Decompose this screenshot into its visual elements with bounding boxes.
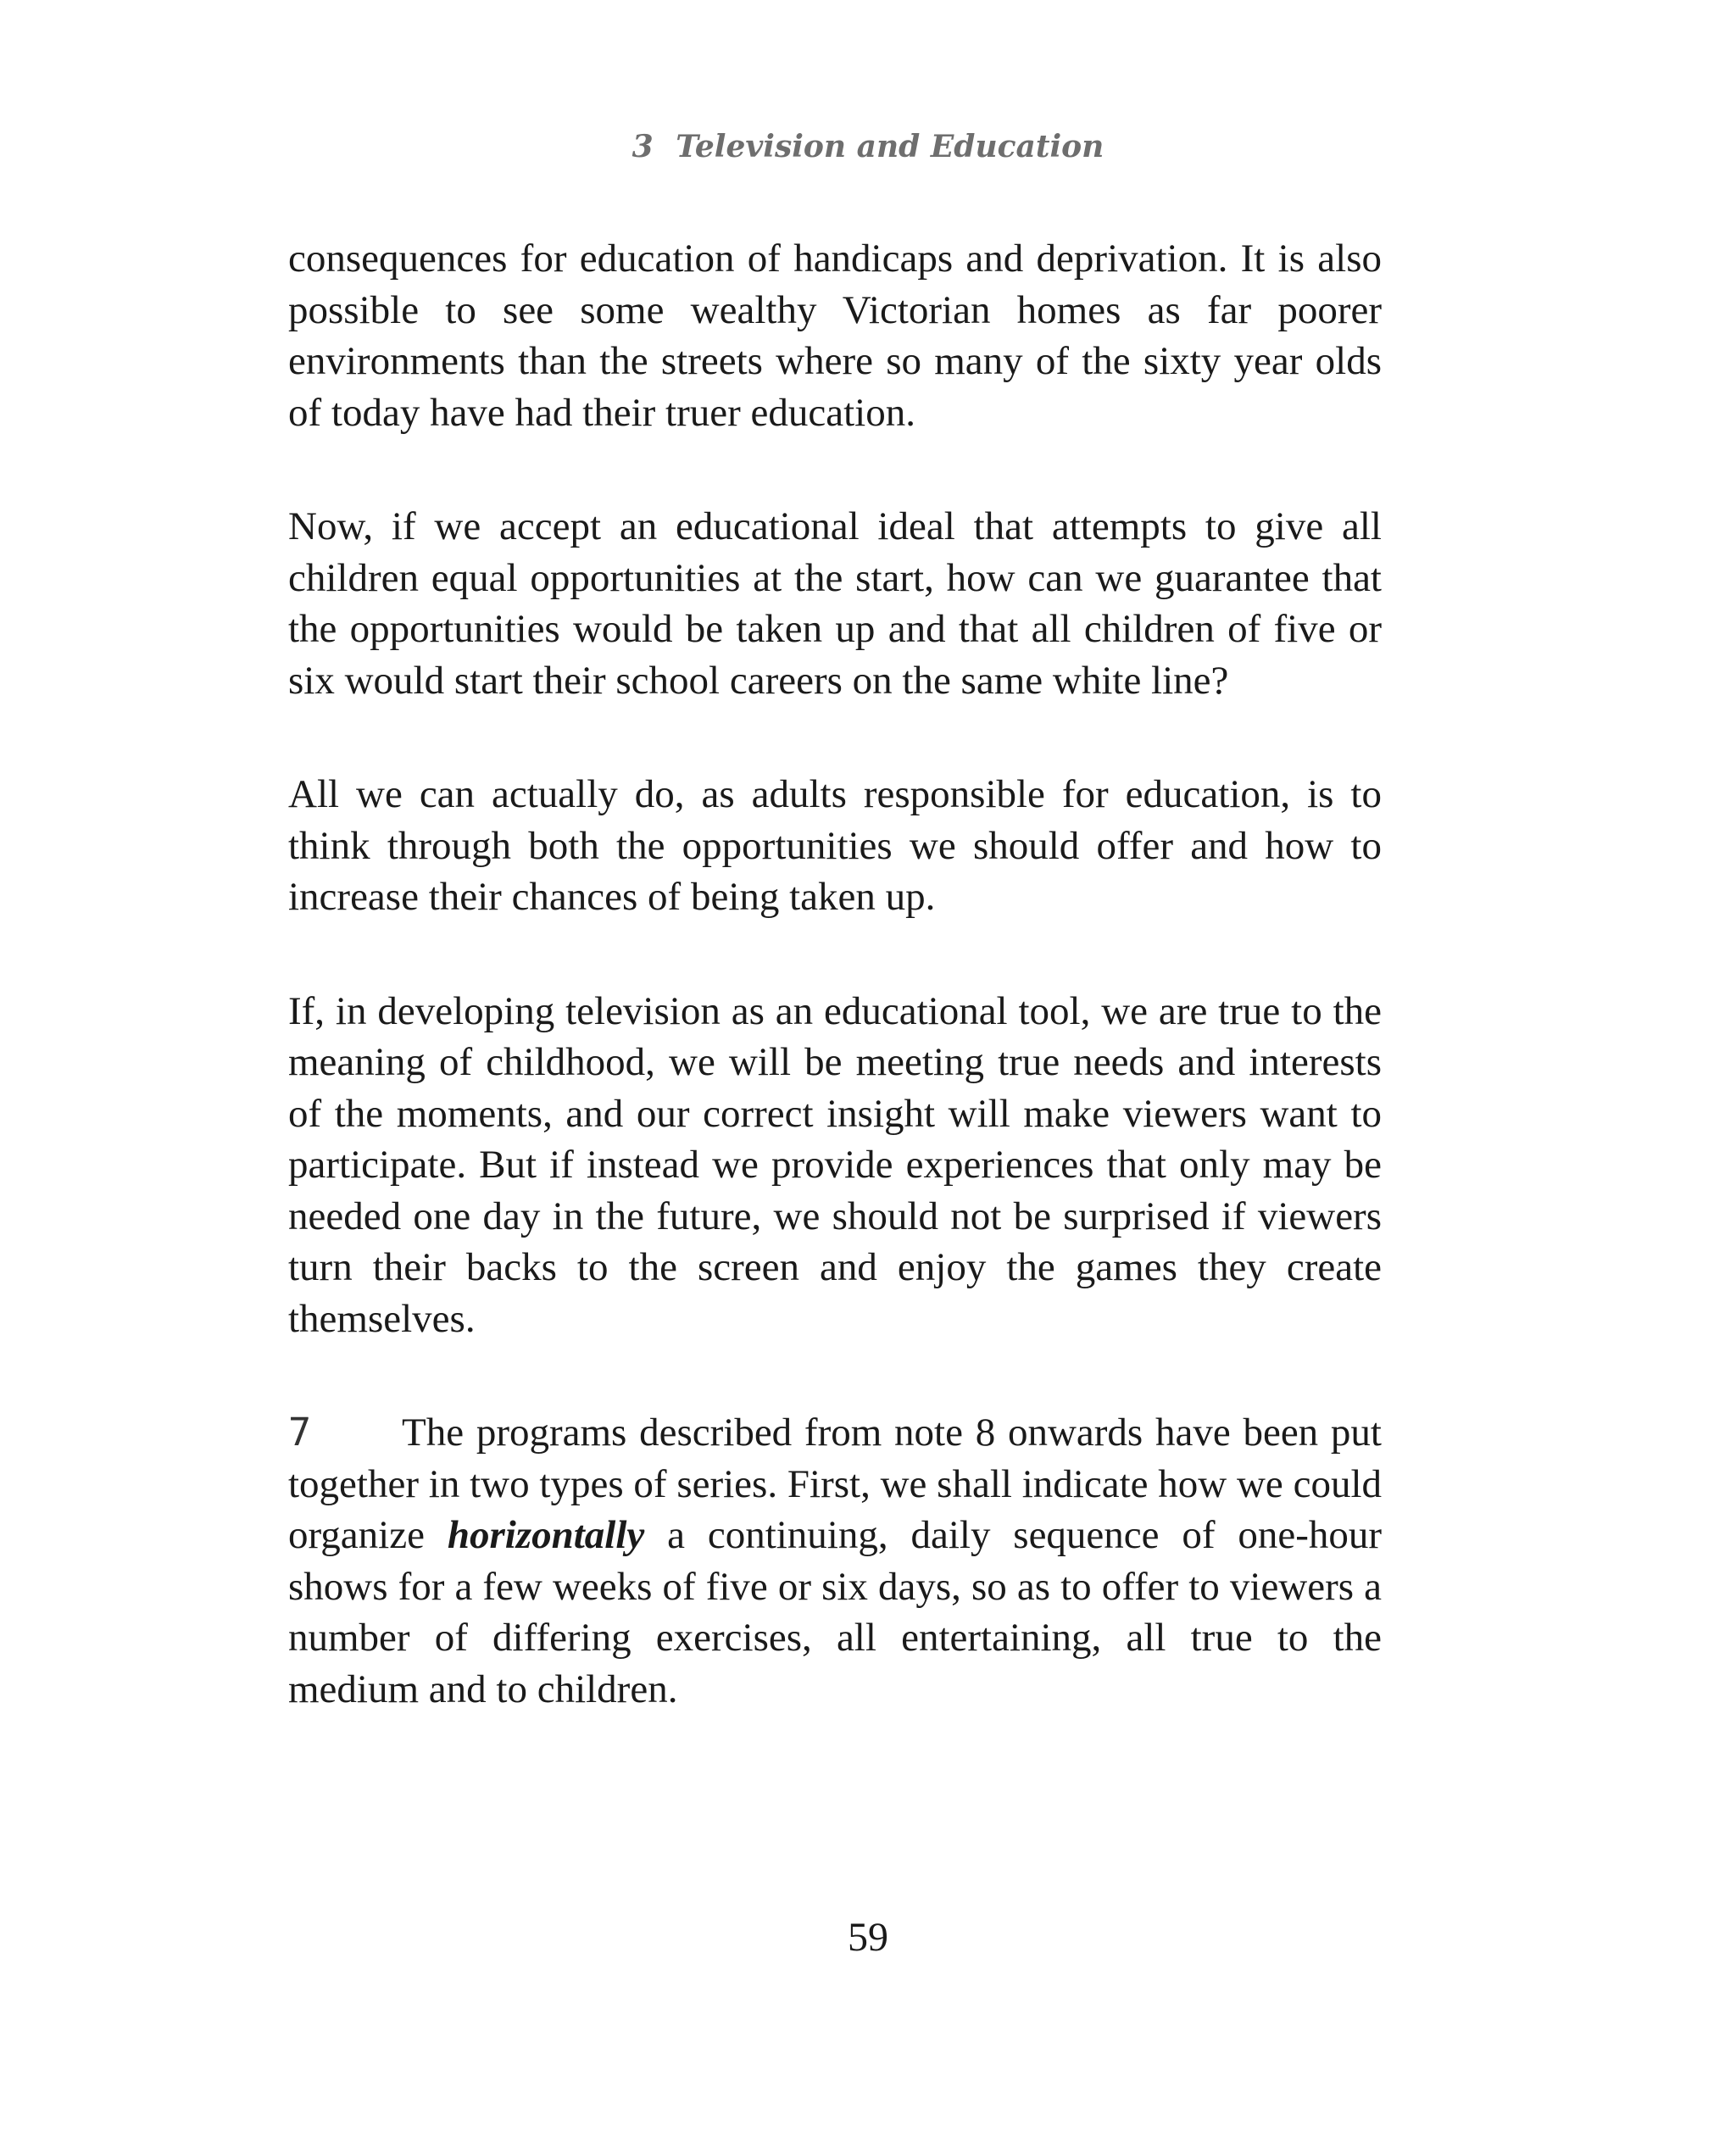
note-paragraph	[288, 1407, 1382, 1715]
note-emphasis: horizontally	[447, 1513, 645, 1557]
paragraph-2: Now, if we accept an educational ideal that attempts to give all children equal opportunities at the start, how can we guarantee that the opportunities would be taken up and that all children of five or six would start their school careers on the same white line?	[288, 504, 1382, 703]
note-text-after: a continuing, daily sequence of one-hour shows for a few weeks of five or six days, so as to offer to viewers a number of differing exercises, all entertaining, all true to the medium and to children.	[288, 1513, 1383, 1711]
note-text-before: The programs described from note 8 onwards have been put together in two types of series. First, we shall indicate how we could organize	[288, 1410, 1382, 1557]
page-number: 59	[848, 1915, 888, 1960]
chapter-number: 3	[632, 129, 654, 164]
paragraph-4: If, in developing television as an educational tool, we are true to the meaning of childhood, we will be meeting true needs and interests of the moments, and our correct insight will make viewers want to participate. But if instead we provide experiences that only may be needed one day in the future, we should not be surprised if viewers turn their backs to the screen and enjoy the games they create themselves.	[288, 988, 1382, 1341]
paragraph-1: consequences for education of handicaps and deprivation. It is also possible to see some wealthy Victorian homes as far poorer environments than the streets where so many of the sixty year olds of today have had their truer education.	[288, 236, 1382, 435]
body-text	[288, 233, 1382, 1715]
running-header	[0, 127, 1736, 166]
chapter-title: Television and Education	[676, 129, 1104, 164]
note-number: 7	[288, 1410, 312, 1455]
paragraph-3: All we can actually do, as adults responsible for education, is to think through both the opportunities we should offer and how to increase their chances of being taken up.	[288, 772, 1382, 919]
